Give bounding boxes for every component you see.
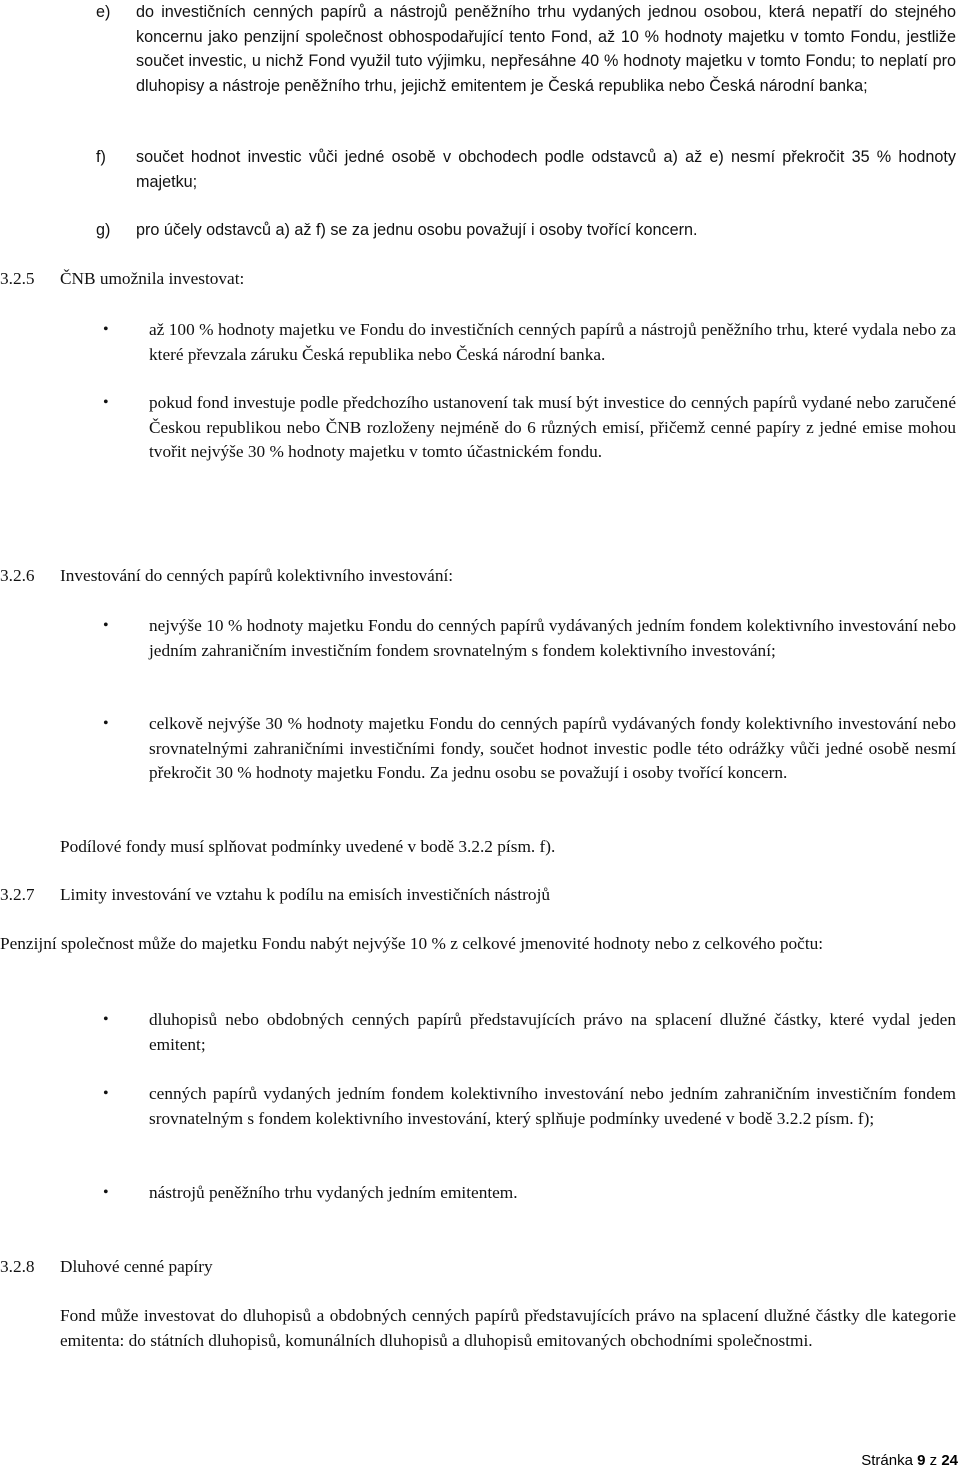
bullet-icon: • xyxy=(103,617,109,634)
page-total: 24 xyxy=(941,1452,958,1469)
bullet-icon: • xyxy=(103,321,109,338)
section-3-2-6-bullet-1: nejvýše 10 % hodnoty majetku Fondu do cenných papírů vydávaných jedním fondem kolektivního investování nebo jedním zahraničním investičním fondem srovnatelným s fondem kolektivního investování; xyxy=(149,616,956,660)
page-footer xyxy=(861,1452,958,1470)
section-3-2-8-text: Fond může investovat do dluhopisů a obdobných cenných papírů představujících právo na splacení dlužné částky dle kategorie emitenta: do státních dluhopisů, komunálních dluhopisů a dluhopisů emitovaných obchodními společnostmi. xyxy=(60,1306,956,1350)
item-f-label: f) xyxy=(96,148,106,166)
section-3-2-6-number: 3.2.6 xyxy=(0,566,35,585)
bullet-icon: • xyxy=(103,1085,109,1102)
section-3-2-6-heading: Investování do cenných papírů kolektivního investování: xyxy=(60,566,454,585)
bullet-icon: • xyxy=(103,1011,109,1028)
section-3-2-7-bullet-1: dluhopisů nebo obdobných cenných papírů představujících právo na splacení dlužné částky, které vydal jeden emitent; xyxy=(149,1010,956,1054)
page-current: 9 xyxy=(917,1452,926,1469)
section-3-2-7-number: 3.2.7 xyxy=(0,885,35,904)
section-3-2-7-intro: Penzijní společnost může do majetku Fondu nabýt nejvýše 10 % z celkové jmenovité hodnoty nebo z celkového počtu: xyxy=(0,934,824,953)
item-g-label: g) xyxy=(96,221,111,239)
section-3-2-5-number: 3.2.5 xyxy=(0,269,35,288)
section-3-2-6-bullet-2: celkově nejvýše 30 % hodnoty majetku Fondu do cenných papírů vydávaných fondy kolektivního investování nebo srovnatelnými zahraničními investičními fondy, součet hodnot investic podle této odrážky vůči jedné osobě nesmí překročit 30 % hodnoty majetku Fondu. Za jednu osobu se považují i osoby tvořící koncern. xyxy=(149,714,956,782)
item-e-label: e) xyxy=(96,3,111,21)
section-3-2-7-bullet-3: nástrojů peněžního trhu vydaných jedním emitentem. xyxy=(149,1183,518,1202)
of-word: z xyxy=(929,1452,938,1469)
item-f-text: součet hodnot investic vůči jedné osobě v obchodech podle odstavců a) až e) nesmí překročit 35 % hodnoty majetku; xyxy=(136,148,956,191)
section-3-2-8-number: 3.2.8 xyxy=(0,1257,35,1276)
section-3-2-5-bullet-1: až 100 % hodnoty majetku ve Fondu do investičních cenných papírů a nástrojů peněžního trhu, které vydala nebo za které převzala záruku Česká republika nebo Česká národní banka. xyxy=(149,320,956,364)
item-e-text: do investičních cenných papírů a nástrojů peněžního trhu vydaných jednou osobou, která nepatří do stejného koncernu jako penzijní společnost obhospodařující tento Fond, až 10 % hodnoty majetku v tomto Fondu, jestliže součet investic, u nichž Fond využil tuto výjimku, nepřesáhne 40 % hodnoty majetku v tomto Fondu; to neplatí pro dluhopisy a nástroje peněžního trhu, jejichž emitentem je Česká republika nebo Česká národní banka; xyxy=(136,3,956,95)
bullet-icon: • xyxy=(103,715,109,732)
bullet-icon: • xyxy=(103,1184,109,1201)
section-3-2-7-heading: Limity investování ve vztahu k podílu na emisích investičních nástrojů xyxy=(60,885,551,904)
item-g-text: pro účely odstavců a) až f) se za jednu osobu považují i osoby tvořící koncern. xyxy=(136,221,698,239)
bullet-icon: • xyxy=(103,394,109,411)
section-3-2-6-note: Podílové fondy musí splňovat podmínky uvedené v bodě 3.2.2 písm. f). xyxy=(60,837,556,856)
section-3-2-8-heading: Dluhové cenné papíry xyxy=(60,1257,213,1276)
page-word: Stránka xyxy=(861,1452,913,1469)
section-3-2-5-bullet-2: pokud fond investuje podle předchozího ustanovení tak musí být investice do cenných papírů vydané nebo zaručené Českou republikou nebo ČNB rozloženy nejméně do 6 různých emisí, přičemž cenné papíry z jedné emise mohou tvořit nejvýše 30 % hodnoty majetku v tomto účastnickém fondu. xyxy=(149,393,956,461)
section-3-2-5-heading: ČNB umožnila investovat: xyxy=(60,269,245,288)
section-3-2-7-bullet-2: cenných papírů vydaných jedním fondem kolektivního investování nebo jedním zahraničním investičním fondem srovnatelným s fondem kolektivního investování, který splňuje podmínky uvedené v bodě 3.2.2 písm. f); xyxy=(149,1084,956,1128)
